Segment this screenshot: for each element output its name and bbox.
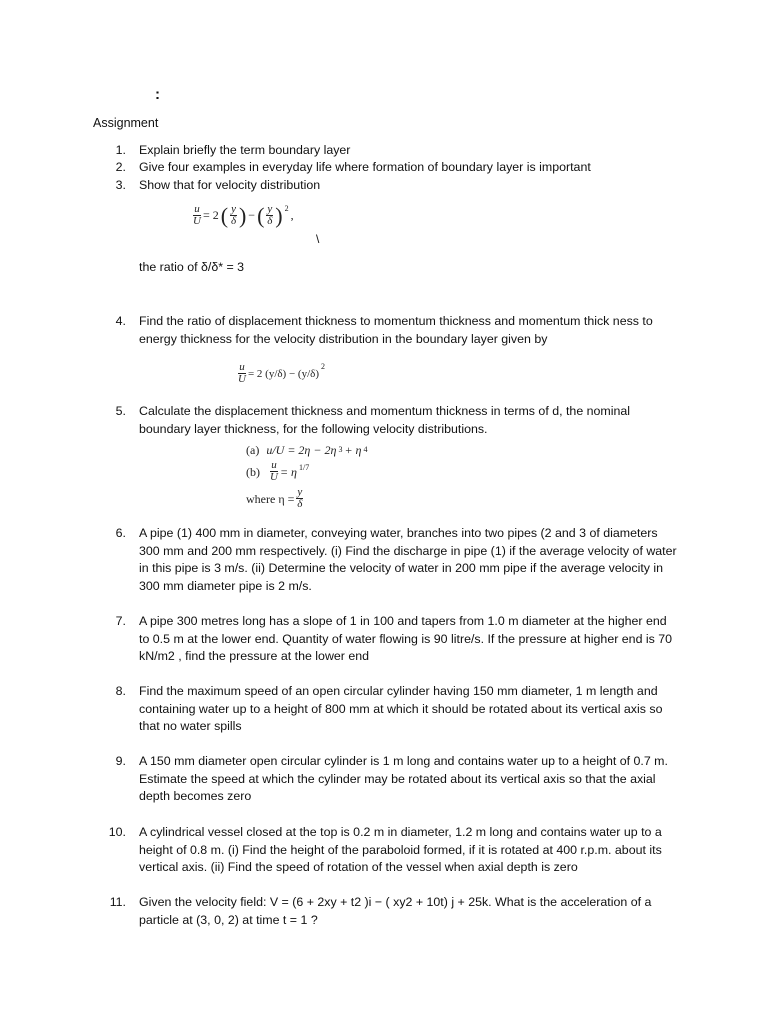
equation-5 <box>246 442 368 510</box>
item-number: 9. <box>115 754 126 768</box>
item-text: A 150 mm diameter open circular cylinder is 1 m long and contains water up to a height of 0.7 m. Estimate the speed at which the cylinder may be rotated about its vertical axis so that the axial depth becomes zero <box>139 754 668 804</box>
item-number: 3. <box>115 178 126 192</box>
item-number: 8. <box>115 684 126 698</box>
item-text: Show that for velocity distribution <box>139 178 321 192</box>
item-text: Given the velocity field: V = (6 + 2xy + t2 )i − ( xy2 + 10t) j + 25k. What is the acceleration of a particle at (3, 0, 2) at time t = 1 ? <box>139 895 652 927</box>
stray-mark: \ <box>316 232 320 246</box>
item-number: 11. <box>109 895 126 909</box>
equation-4: $\frac{u}{U}$ = 2 (y/δ) − (y/δ) $^2$ <box>238 361 325 385</box>
item-text: A pipe 300 metres long has a slope of 1 in 100 and tapers from 1.0 m diameter at the higher end to 0.5 m at the lower end. Quantity of water flowing is 90 litre/s. If the pressure at higher end is 70 kN/m2 , find the pressure at the lower end <box>139 614 673 664</box>
item-text: Give four examples in everyday life where formation of boundary layer is important <box>139 160 591 174</box>
item-text: Find the maximum speed of an open circular cylinder having 150 mm diameter, 1 m length and containing water up to a height of 800 mm at which it should be rotated about its vertical axis so that no water spills <box>139 684 663 734</box>
item-number: 6. <box>115 526 126 540</box>
item-text: Find the ratio of displacement thickness to momentum thickness and momentum thick ness to energy thickness for the velocity distribution in the boundary layer given by <box>139 314 653 346</box>
item-number: 1. <box>115 143 126 157</box>
header-colon: : <box>155 86 160 103</box>
equation-5-where: where η = $\frac{y}{\delta}$ <box>246 486 303 510</box>
item-number: 7. <box>115 614 126 628</box>
item-number: 5. <box>115 404 126 418</box>
page-title: Assignment <box>93 116 159 130</box>
item-number: 2. <box>115 160 126 174</box>
equation-3: $\frac{u}{U}$ = 2 ( $\frac{y}{\delta}$ ) − ( $\frac{y}{\delta}$ ) $^2$ , <box>193 202 294 228</box>
item-number: 10. <box>108 825 126 839</box>
item-text: Explain briefly the term boundary layer <box>139 143 351 157</box>
item-text: A pipe (1) 400 mm in diameter, conveying water, branches into two pipes (2 and 3 of diameters 300 mm and 200 mm respectively. (i) Find the discharge in pipe (1) if the average velocity of water in this pipe is 3 m/s. (ii) Determine the velocity of water in 200 mm pipe if the average velocity in 300 mm diameter pipe is 2 m/s. <box>139 526 677 594</box>
item-text: the ratio of δ/δ* = 3 <box>139 260 245 274</box>
item-number: 4. <box>115 314 126 328</box>
equation-5b: (b) $\frac{u}{U}$ = η $^{1/7}$ <box>246 459 310 483</box>
item-text: A cylindrical vessel closed at the top is 0.2 m in diameter, 1.2 m long and contains water up to a height of 0.8 m. (i) Find the height of the paraboloid formed, if it is rotated at 400 r.p.m. about its vertical axis. (ii) Find the speed of rotation of the vessel when axial depth is zero <box>139 825 662 875</box>
equation-5a: (a) u/U = 2η − 2η 3 + η 4 <box>246 443 368 457</box>
item-text: Calculate the displacement thickness and momentum thickness in terms of d, the nominal boundary layer thickness, for the following velocity distributions. <box>139 404 631 436</box>
